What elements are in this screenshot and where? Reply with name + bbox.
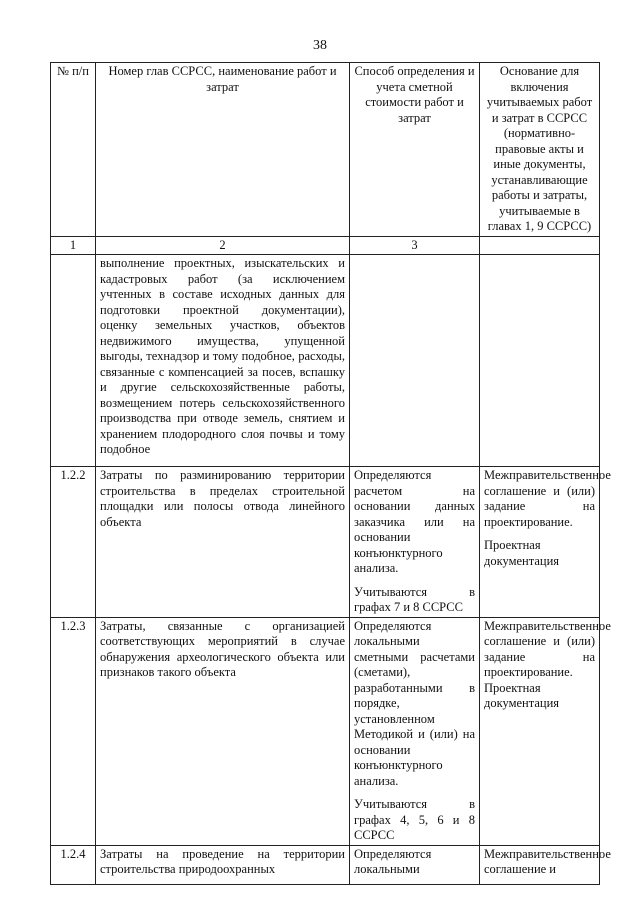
row-method — [350, 617, 480, 845]
row-method — [350, 845, 480, 884]
row-basis — [480, 467, 611, 618]
column-number-4 — [480, 236, 600, 255]
table-row — [51, 845, 600, 884]
row-name — [96, 467, 350, 618]
works-table — [50, 62, 611, 885]
basis-text: Проектная документация — [484, 680, 560, 710]
row-name: выполнение проектных, изыскательских и кадастровых работ (за исключением учтенных в составе исходных данных для подготовки проектной документации), оценку земельных участков, объектов недвижимого имущества, упущенной выгоды, технадзор и тому подобное, расходы, связанные с компенсацией за посев, вспашку и другие сельскохозяйственные работы, возмещением потерь сельскохозяйственного производства при отводе земель, снятием и хранением плодородного слоя почвы и тому подобное — [96, 255, 350, 467]
header-name: Номер глав ССРСС, наименование работ и затрат — [96, 63, 350, 237]
row-name — [96, 617, 350, 845]
row-number: 1.2.3 — [51, 617, 96, 845]
row-number: 1.2.4 — [51, 845, 96, 884]
table-row — [51, 255, 600, 467]
row-number — [51, 255, 96, 467]
header-basis: Основание для включения учитываемых работ и затрат в ССРСС (нормативно-правовые акты и иные документы, устанавливающие работы и затраты, учитываемые в главах 1, 9 ССРСС) — [480, 63, 600, 237]
table-row — [51, 467, 600, 618]
header-number: № п/п — [51, 63, 96, 237]
column-number-row — [51, 236, 600, 255]
page-number: 38 — [313, 38, 327, 53]
column-number-2: 2 — [96, 236, 350, 255]
row-basis — [480, 617, 611, 845]
row-basis — [480, 255, 600, 467]
table-header-row — [51, 63, 600, 237]
row-method — [350, 255, 480, 467]
row-method — [350, 467, 480, 618]
column-number-3: 3 — [350, 236, 480, 255]
row-name-text: Затраты по разминированию территории строительства в пределах строительной площадки или полосы отвода линейного объекта — [100, 468, 345, 529]
table-row — [51, 617, 600, 845]
basis-text: Проектная документация — [484, 538, 560, 568]
basis-text: Межправительственное соглашение и (или) задание на проектирование. — [484, 468, 611, 529]
header-method: Способ определения и учета сметной стоимости работ и затрат — [350, 63, 480, 237]
method-text: Определяются расчетом на основании данных заказчика или на основании конъюнктурного анализа. — [354, 468, 475, 575]
method-text: Определяются локальными сметными расчетами (сметами), разработанными в порядке, установленном Методикой и (или) на основании конъюнктурного анализа. — [354, 618, 475, 788]
basis-text: Межправительственное соглашение и — [484, 846, 611, 876]
row-number: 1.2.2 — [51, 467, 96, 618]
method-text: Учитываются в графах 7 и 8 ССРСС — [354, 584, 475, 614]
row-name-text: Затраты, связанные с организацией соответствующих мероприятий в случае обнаружения археологического объекта или признаков такого объекта — [100, 618, 345, 679]
row-name-text: Затраты на проведение на территории строительства природоохранных — [100, 846, 345, 876]
row-name — [96, 845, 350, 884]
column-number-1: 1 — [51, 236, 96, 255]
method-text: Определяются локальными — [354, 846, 432, 876]
row-basis — [480, 845, 611, 884]
method-text: Учитываются в графах 4, 5, 6 и 8 ССРСС — [354, 797, 475, 842]
basis-text: Межправительственное соглашение и (или) задание на проектирование. — [484, 618, 611, 679]
